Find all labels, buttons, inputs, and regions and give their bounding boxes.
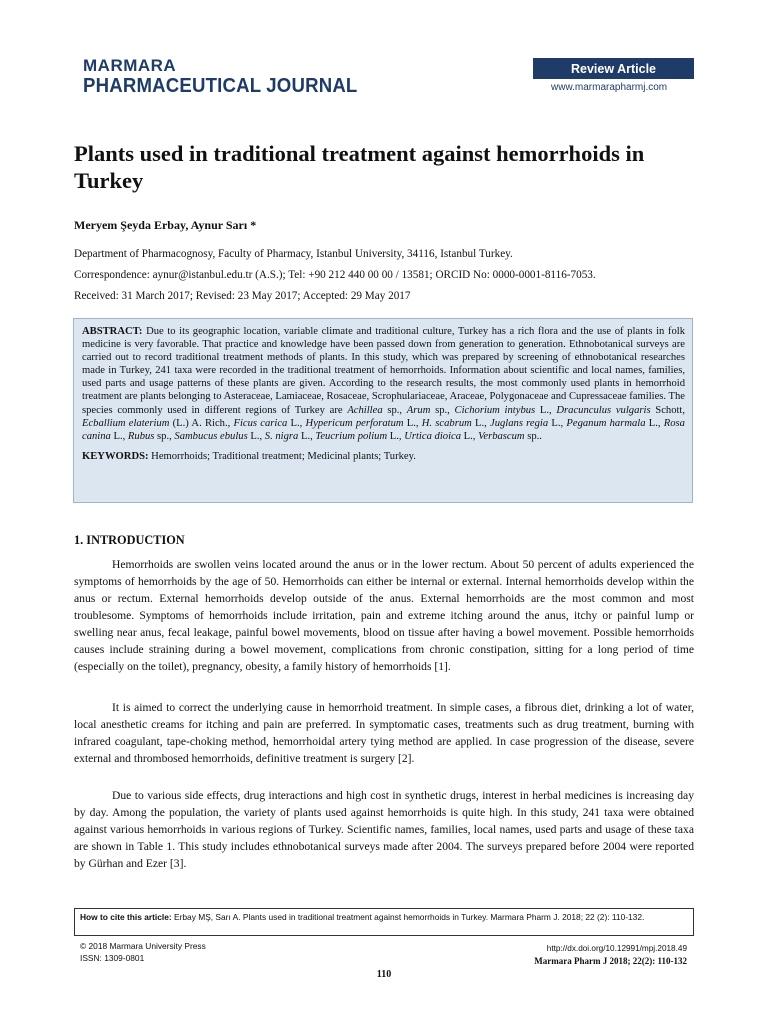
species-authority: L., xyxy=(548,417,567,429)
species-name: Ecballium elaterium xyxy=(82,417,170,429)
species-authority: L., xyxy=(535,404,557,416)
keywords-label: KEYWORDS: xyxy=(82,450,149,462)
paragraph-text: Due to various side effects, drug interactions and high cost in synthetic drugs, interest in herbal medicines is increasing day by day. Among the population, the variety of plants used against hemorrhoids is quite high. In this study, 241 taxa were obtained against various hemorrhoids in various regions of Turkey. Scientific names, families, local names, used parts and usage of these taxa are shown in Table 1. This study includes ethnobotanical surveys made after 2004. The surveys prepared before 2004 were reported by Gürhan and Ezer [3]. xyxy=(74,789,694,870)
species-name: Juglans regia xyxy=(490,417,549,429)
species-name: Achillea xyxy=(347,404,383,416)
intro-paragraph-3 xyxy=(74,787,694,872)
article-title: Plants used in traditional treatment against hemorrhoids in Turkey xyxy=(74,141,645,193)
copyright-text: © 2018 Marmara University Press xyxy=(80,941,206,951)
section-heading-introduction: 1. INTRODUCTION xyxy=(74,533,185,547)
species-name: Hypericum perforatum xyxy=(305,417,404,429)
species-authority: L., xyxy=(645,417,664,429)
species-name: Sambucus ebulus xyxy=(174,430,248,442)
species-name: Cichorium intybus xyxy=(454,404,536,416)
copyright-block xyxy=(80,940,206,964)
article-type-badge: Review Article xyxy=(533,58,694,79)
journal-logo-top: MARMARA xyxy=(83,56,177,75)
species-authority: L., xyxy=(387,430,405,442)
species-authority: L., xyxy=(461,430,479,442)
species-name: Arum xyxy=(406,404,431,416)
author-affiliation: Department of Pharmacognosy, Faculty of Pharmacy, Istanbul University, 34116, Istanbul Turkey. xyxy=(74,248,513,260)
abstract-box xyxy=(73,318,693,503)
species-name: Verbascum xyxy=(478,430,525,442)
article-authors: Meryem Şeyda Erbay, Aynur Sarı * xyxy=(74,218,257,232)
species-authority: L., xyxy=(471,417,490,429)
short-citation: Marmara Pharm J 2018; 22(2): 110-132 xyxy=(534,956,687,966)
abstract-text: Due to its geographic location, variable climate and traditional culture, Turkey has a rich flora and the use of plants in folk medicine is very favorable. That practice and knowledge have been passed down from generation to generation. Ethnobotanical surveys are carried out to record traditional treatment methods of plants. In this study, which was prepared by screening of ethnobotanical researches made in Turkey, 241 taxa were recorded in the traditional treatment of hemorrhoids. Information about scientific and local names, families, used parts and usage patterns of these plants are given. According to the research results, the most commonly used plants in hemorrhoid treatment are plants belonging to Asteraceae, Lamiaceae, Rosaceae, Scrophulariaceae, Araceae, Polygonaceae and Cupressaceae families. The species commonly used in different regions of Turkey are xyxy=(82,326,685,416)
article-dates: Received: 31 March 2017; Revised: 23 May 2017; Accepted: 29 May 2017 xyxy=(74,290,411,302)
how-to-cite-box xyxy=(74,908,694,936)
page-number: 110 xyxy=(376,969,392,980)
species-name: Dracunculus vulgaris xyxy=(556,404,651,416)
species-name: Peganum harmala xyxy=(566,417,646,429)
abstract-paragraph xyxy=(82,325,685,443)
doi-link[interactable]: http://dx.doi.org/10.12991/mpj.2018.49 xyxy=(546,944,687,953)
cite-label: How to cite this article: xyxy=(80,912,172,922)
species-name: Urtica dioica xyxy=(404,430,462,442)
species-authority: Schott, xyxy=(650,404,686,416)
abstract-label: ABSTRACT: xyxy=(82,326,143,337)
species-authority: L., xyxy=(403,417,422,429)
keywords-text: Hemorrhoids; Traditional treatment; Medicinal plants; Turkey. xyxy=(151,450,416,462)
species-name: Rubus xyxy=(127,430,155,442)
cite-text: Erbay MŞ, Sarı A. Plants used in traditional treatment against hemorrhoids in Turkey. Marmara Pharm J. 2018; 22 (2): 110-132. xyxy=(174,912,645,922)
issn-text: ISSN: 1309-0801 xyxy=(80,953,145,963)
species-name: Teucrium polium xyxy=(315,430,388,442)
species-authority: L., xyxy=(298,430,316,442)
paragraph-text: Hemorrhoids are swollen veins located around the anus or in the lower rectum. About 50 percent of adults experienced the symptoms of hemorrhoids by the age of 50. Hemorrhoids can either be internal or external. Internal hemorrhoids develop within the anus or rectum. External hemorrhoids develop outside of the anus. External hemorrhoids are the most common and most troublesome. Symptoms of hemorrhoids include irritation, pain and extreme itching around the anus, itchy or painful lump or swelling near anus, fecal leakage, painful bowel movements, blood on tissue after having a bowel movement. Possible hemorrhoids causes include straining during a bowel movement, complications from chronic constipation, sitting for a long period of time (especially on the toilet), pregnancy, obesity, a family history of hemorrhoids [1]. xyxy=(74,558,694,673)
species-name: S. nigra xyxy=(264,430,299,442)
journal-logo-bottom: PHARMACEUTICAL JOURNAL xyxy=(83,75,358,97)
species-authority: sp., xyxy=(382,404,407,416)
species-authority: L., xyxy=(287,417,306,429)
species-name: Ficus carica xyxy=(233,417,288,429)
species-authority: L., xyxy=(110,430,128,442)
paragraph-text: It is aimed to correct the underlying cause in hemorrhoid treatment. In simple cases, a fibrous diet, drinking a lot of water, local anesthetic creams for itching and pain are preferred. In symptomatic cases, treatments such as drug treatment, burning with infrared coagulant, tape-choking method, hemorrhoidal artery tying method are applied. In case progression of the disease, severe external and thrombosed hemorrhoids, definitive treatment is surgery [2]. xyxy=(74,701,694,765)
species-name: H. scabrum xyxy=(421,417,472,429)
intro-paragraph-1 xyxy=(74,556,694,675)
species-authority: sp.. xyxy=(524,430,542,442)
keywords-line xyxy=(82,450,685,463)
intro-paragraph-2 xyxy=(74,699,694,767)
species-authority: (L.) A. Rich., xyxy=(169,417,234,429)
species-authority: sp., xyxy=(430,404,455,416)
journal-url-link[interactable]: www.marmarapharmj.com xyxy=(551,82,668,93)
species-authority: L., xyxy=(247,430,265,442)
species-authority: sp., xyxy=(154,430,175,442)
species-name: Rosa canina xyxy=(82,417,685,442)
correspondence-line: Correspondence: aynur@istanbul.edu.tr (A.S.); Tel: +90 212 440 00 00 / 13581; ORCID No: 0000-0001-8116-7053. xyxy=(74,269,596,281)
